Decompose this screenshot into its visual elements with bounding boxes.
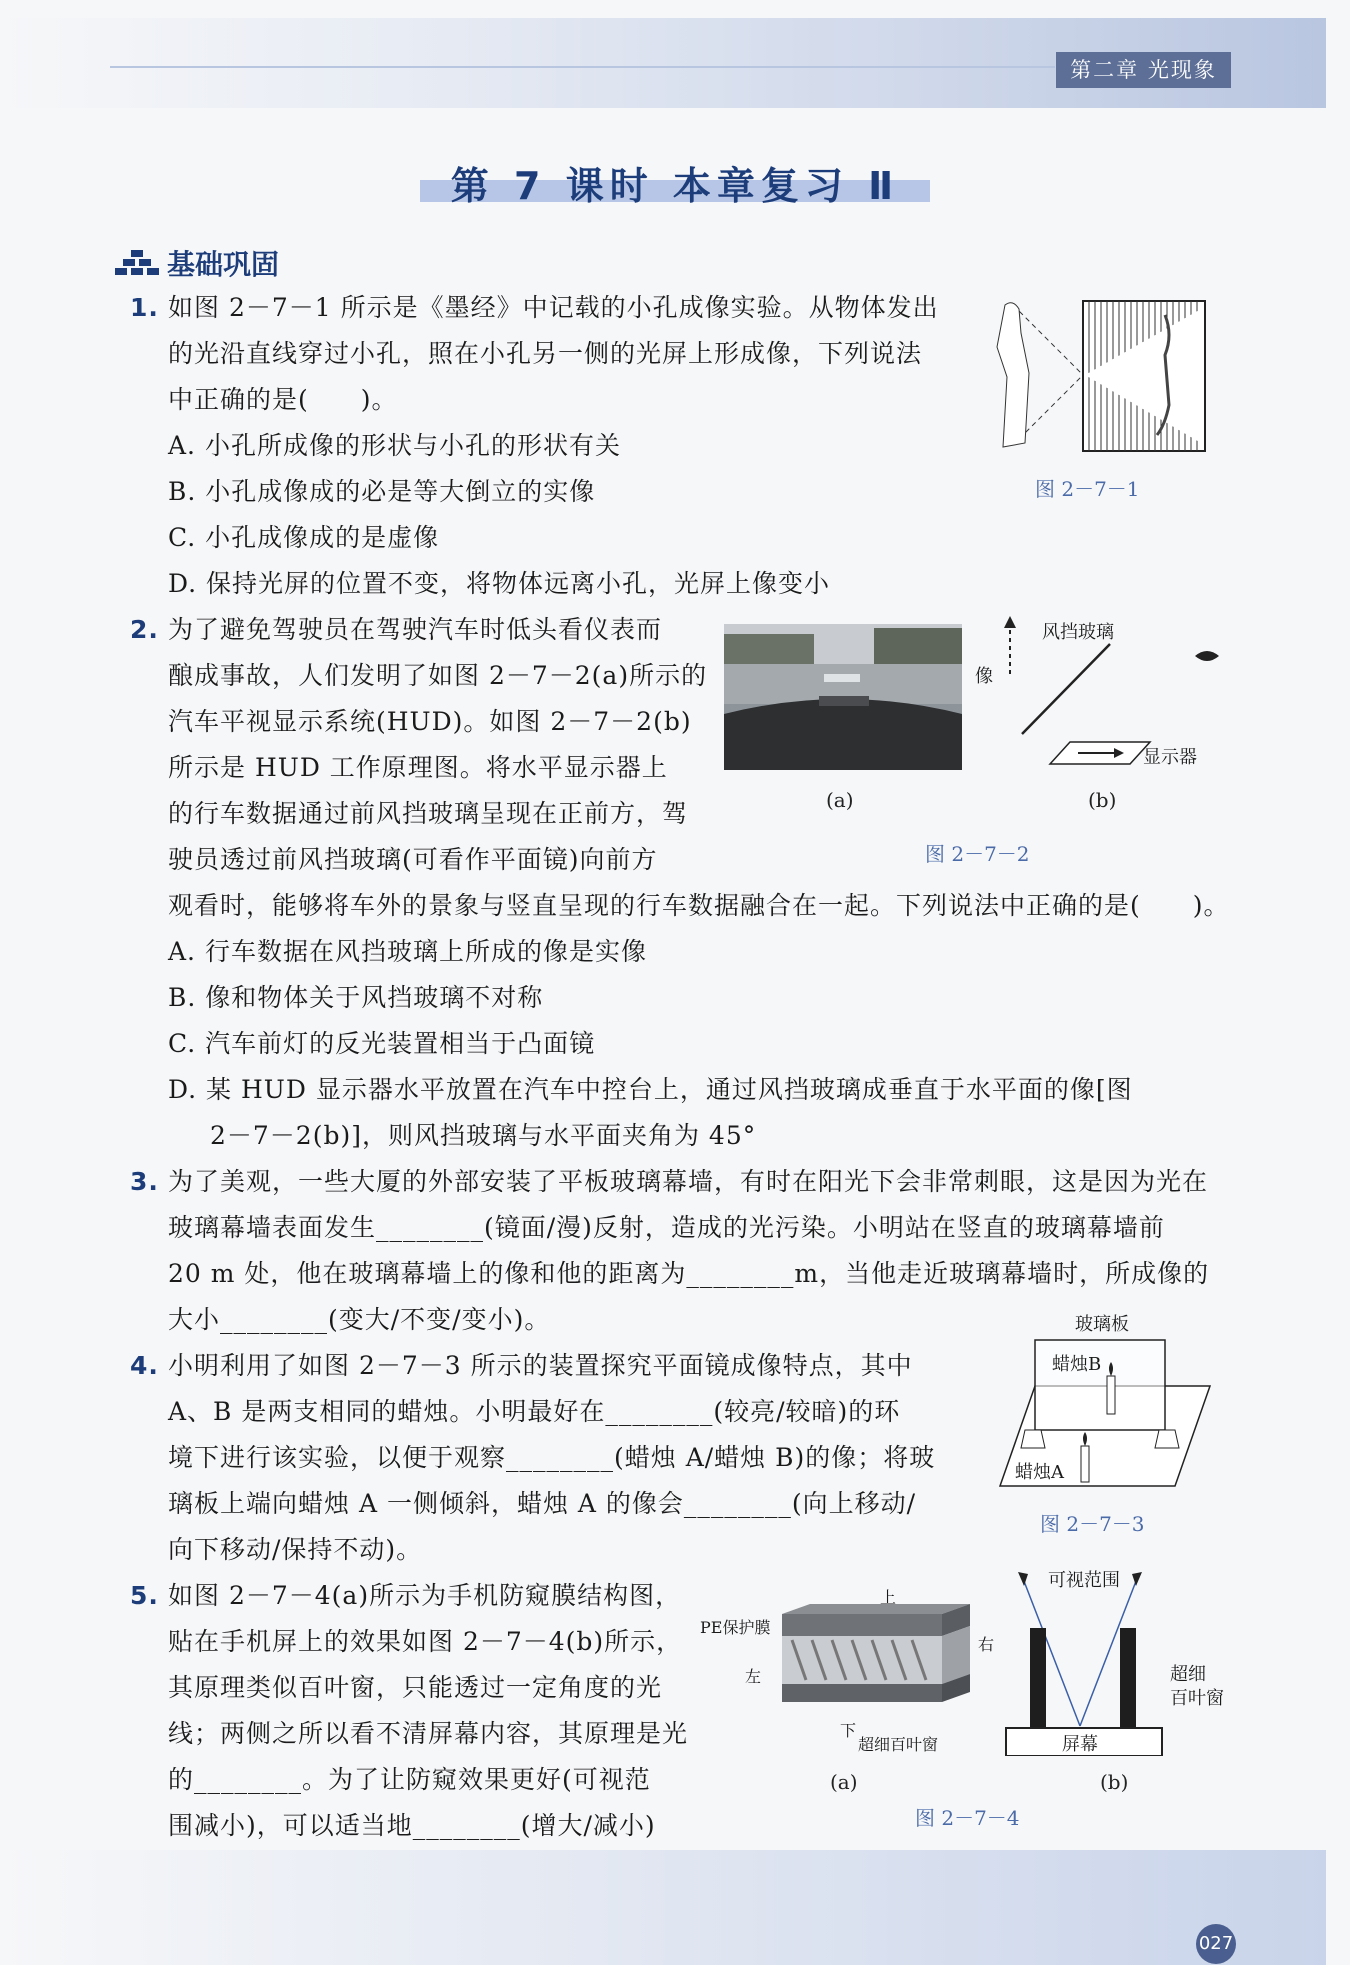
q1-option-d: D. 保持光屏的位置不变，将物体远离小孔，光屏上像变小 — [168, 569, 831, 598]
q5-line: 线；两侧之所以看不清屏幕内容，其原理是光 — [168, 1719, 689, 1748]
louver-b-label-2: 百叶窗 — [1170, 1688, 1224, 1709]
header-rule — [110, 66, 1055, 68]
footer-band — [0, 1850, 1326, 1965]
left-label: 左 — [745, 1667, 762, 1686]
q5-line: 贴在手机屏上的效果如图 2－7－4(b)所示， — [168, 1627, 683, 1656]
q4-line: 璃板上端向蜡烛 A 一侧倾斜，蜡烛 A 的像会________(向上移动/ — [168, 1489, 917, 1518]
louver-b-label-1: 超细 — [1170, 1664, 1206, 1685]
top-label: 上 — [880, 1588, 897, 1607]
q5-line: 围减小)，可以适当地________(增大/减小) — [168, 1811, 656, 1840]
q2-line: 所示是 HUD 工作原理图。将水平显示器上 — [168, 753, 668, 782]
q4-number: 4. — [130, 1351, 159, 1380]
q4-line: 境下进行该实验，以便于观察________(蜡烛 A/蜡烛 B)的像；将玻 — [168, 1443, 936, 1472]
display-label: 显示器 — [1143, 747, 1197, 768]
candle-a-label: 蜡烛A — [1015, 1462, 1064, 1483]
windshield-label: 风挡玻璃 — [1042, 622, 1114, 643]
image-label: 像 — [975, 666, 993, 687]
q2-line: 的行车数据通过前风挡玻璃呈现在正前方，驾 — [168, 799, 689, 828]
q1-option-b: B. 小孔成像成的必是等大倒立的实像 — [168, 477, 596, 506]
section-title: 基础巩固 — [167, 248, 280, 281]
hud-photo — [724, 624, 962, 770]
fig-2-7-3-caption: 图 2－7－3 — [1040, 1512, 1145, 1536]
blocks-icon — [115, 250, 159, 276]
bottom-label: 下 — [840, 1721, 857, 1740]
q2-option-c: C. 汽车前灯的反光装置相当于凸面镜 — [168, 1029, 596, 1058]
hud-principle-diagram — [990, 612, 1240, 782]
q1-option-a: A. 小孔所成像的形状与小孔的形状有关 — [168, 431, 621, 460]
candle-b-label: 蜡烛B — [1052, 1354, 1102, 1375]
q5-line: 如图 2－7－4(a)所示为手机防窥膜结构图， — [168, 1581, 682, 1610]
q1-line: 如图 2－7－1 所示是《墨经》中记载的小孔成像实验。从物体发出 — [168, 293, 939, 322]
fig-2-7-2-a-label: (a) — [826, 788, 854, 812]
fig-2-7-2-caption: 图 2－7－2 — [925, 842, 1030, 866]
q2-line: 驶员透过前风挡玻璃(可看作平面镜)向前方 — [168, 845, 658, 874]
q2-line: 观看时，能够将车外的景象与竖直呈现的行车数据融合在一起。下列说法中正确的是( )。 — [168, 891, 1230, 920]
louver-a-label: 超细百叶窗 — [858, 1735, 939, 1754]
q1-line: 中正确的是( )。 — [168, 385, 398, 414]
q3-line: 大小________(变大/不变/变小)。 — [168, 1305, 551, 1334]
screen-label: 屏幕 — [1062, 1734, 1098, 1755]
pinhole-figure — [965, 295, 1215, 460]
q2-line: 酿成事故，人们发明了如图 2－7－2(a)所示的 — [168, 661, 708, 690]
q5-line: 的________。为了让防窥效果更好(可视范 — [168, 1765, 651, 1794]
q2-line: 为了避免驾驶员在驾驶汽车时低头看仪表而 — [168, 615, 663, 644]
q4-line: 小明利用了如图 2－7－3 所示的装置探究平面镜成像特点，其中 — [168, 1351, 913, 1380]
chapter-tag: 第二章 光现象 — [1056, 52, 1231, 88]
right-label: 右 — [978, 1635, 995, 1654]
view-range-label: 可视范围 — [1048, 1570, 1120, 1591]
q5-number: 5. — [130, 1581, 159, 1610]
q2-option-d-cont: 2－7－2(b)]，则风挡玻璃与水平面夹角为 45° — [210, 1121, 757, 1150]
q4-line: A、B 是两支相同的蜡烛。小明最好在________(较亮/较暗)的环 — [168, 1397, 901, 1426]
q2-option-d: D. 某 HUD 显示器水平放置在汽车中控台上，通过风挡玻璃成垂直于水平面的像[图 — [168, 1075, 1133, 1104]
q3-line: 玻璃幕墙表面发生________(镜面/漫)反射，造成的光污染。小明站在竖直的玻璃幕墙前 — [168, 1213, 1165, 1242]
q3-line: 20 m 处，他在玻璃幕墙上的像和他的距离为________m，当他走近玻璃幕墙时，所成像的 — [168, 1259, 1210, 1288]
fig-2-7-4-b-label: (b) — [1100, 1770, 1129, 1794]
privacy-view-diagram — [1002, 1566, 1172, 1756]
q2-option-b: B. 像和物体关于风挡玻璃不对称 — [168, 983, 544, 1012]
pe-film-label: PE保护膜 — [700, 1618, 771, 1637]
fig-2-7-2-b-label: (b) — [1088, 788, 1117, 812]
privacy-film-structure — [776, 1600, 986, 1720]
glass-plate-label: 玻璃板 — [1075, 1314, 1129, 1335]
page-title: 第 7 课时 本章复习 Ⅱ — [450, 164, 900, 208]
q2-number: 2. — [130, 615, 159, 644]
q1-number: 1. — [130, 293, 159, 322]
q3-line: 为了美观，一些大厦的外部安装了平板玻璃幕墙，有时在阳光下会非常刺眼，这是因为光在 — [168, 1167, 1209, 1196]
fig-2-7-4-a-label: (a) — [830, 1770, 858, 1794]
q4-line: 向下移动/保持不动)。 — [168, 1535, 423, 1564]
page-number: 027 — [1196, 1924, 1236, 1964]
q1-line: 的光沿直线穿过小孔，照在小孔另一侧的光屏上形成像，下列说法 — [168, 339, 923, 368]
q1-option-c: C. 小孔成像成的是虚像 — [168, 523, 440, 552]
q3-number: 3. — [130, 1167, 159, 1196]
section-heading — [115, 243, 279, 283]
q2-option-a: A. 行车数据在风挡玻璃上所成的像是实像 — [168, 937, 647, 966]
fig-2-7-4-caption: 图 2－7－4 — [915, 1806, 1020, 1830]
q2-line: 汽车平视显示系统(HUD)。如图 2－7－2(b) — [168, 707, 692, 736]
q5-line: 其原理类似百叶窗，只能透过一定角度的光 — [168, 1673, 663, 1702]
fig-2-7-1-caption: 图 2－7－1 — [1035, 477, 1140, 501]
